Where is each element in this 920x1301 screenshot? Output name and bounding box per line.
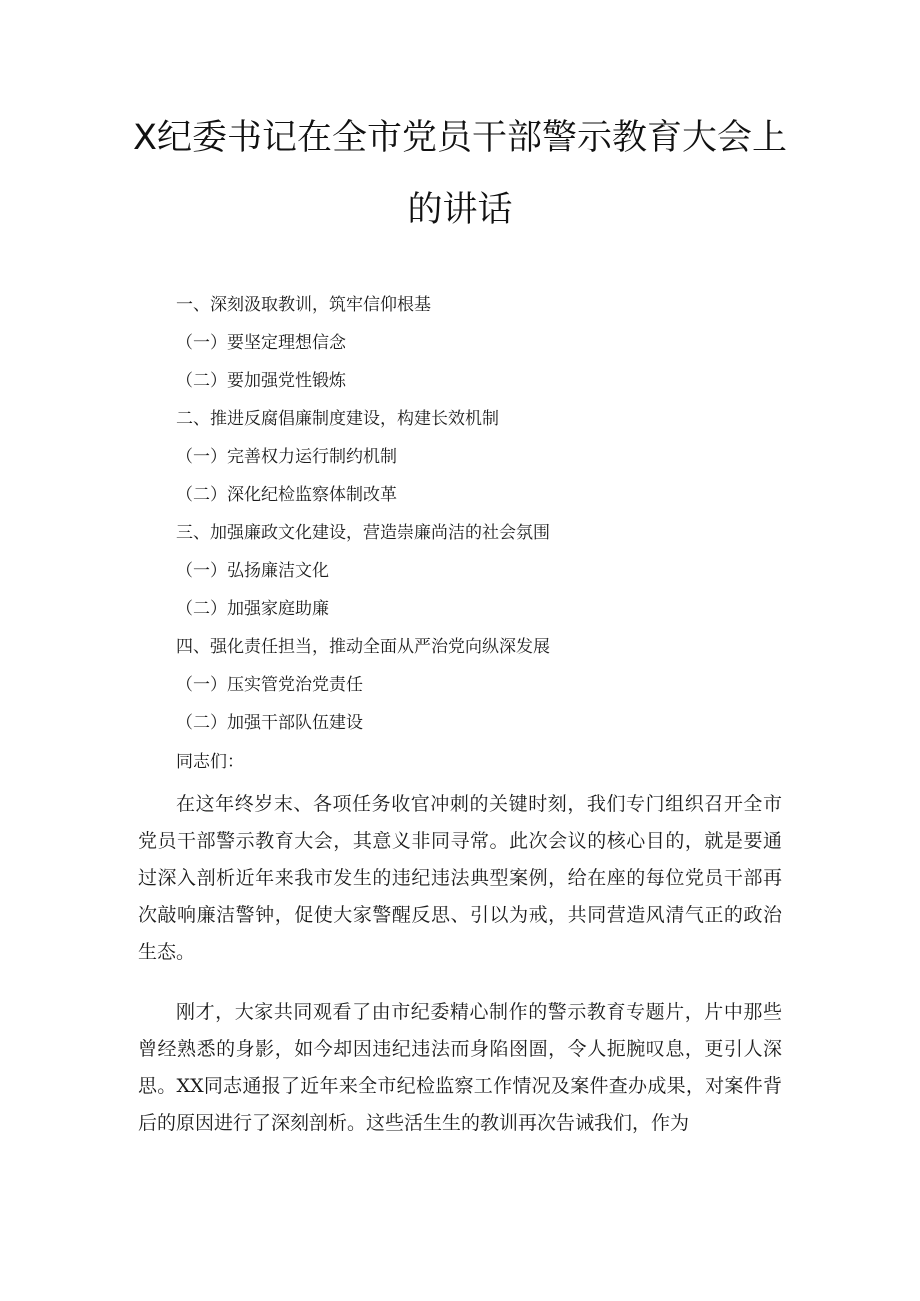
outline-subheading: （二）加强家庭助廉 — [176, 599, 329, 619]
title-line-1: X纪委书记在全市党员干部警示教育大会上 — [133, 118, 787, 158]
body-paragraph-1: 在这年终岁末、各项任务收官冲刺的关键时刻，我们专门组织召开全市党员干部警示教育大会，其意义非同寻常。此次会议的核心目的，就是要通过深入剖析近年来我市发生的违纪违法典型案例，给在座的每位党员干部再次敲响廉洁警钟，促使大家警醒反思、引以为戒，共同营造风清气正的政治生态。 — [138, 793, 782, 963]
outline-subheading: （二）深化纪检监察体制改革 — [176, 485, 397, 505]
outline-subheading: （一）完善权力运行制约机制 — [176, 447, 397, 467]
title-line-2: 的讲话 — [407, 190, 513, 230]
outline-heading: 一、深刻汲取教训，筑牢信仰根基 — [176, 295, 431, 315]
outline-heading: 四、强化责任担当，推动全面从严治党向纵深发展 — [176, 637, 550, 657]
outline-heading: 三、加强廉政文化建设，营造崇廉尚洁的社会氛围 — [176, 523, 550, 543]
outline-subheading: （二）加强干部队伍建设 — [176, 713, 363, 733]
outline-heading: 二、推进反腐倡廉制度建设，构建长效机制 — [176, 409, 499, 429]
outline-subheading: （一）要坚定理想信念 — [176, 333, 346, 353]
outline-list — [176, 286, 550, 742]
outline-subheading: （一）压实管党治党责任 — [176, 675, 363, 695]
outline-subheading: （二）要加强党性锻炼 — [176, 371, 346, 391]
document-title — [120, 102, 800, 246]
outline-subheading: （一）弘扬廉洁文化 — [176, 561, 329, 581]
salutation: 同志们： — [176, 752, 244, 772]
body-paragraph-2: 刚才，大家共同观看了由市纪委精心制作的警示教育专题片，片中那些曾经熟悉的身影，如今却因违纪违法而身陷囹圄，令人扼腕叹息，更引人深思。XX同志通报了近年来全市纪检监察工作情况及案件查办成果，对案件背后的原因进行了深刻剖析。这些活生生的教训再次告诫我们，作为 — [138, 1001, 782, 1134]
